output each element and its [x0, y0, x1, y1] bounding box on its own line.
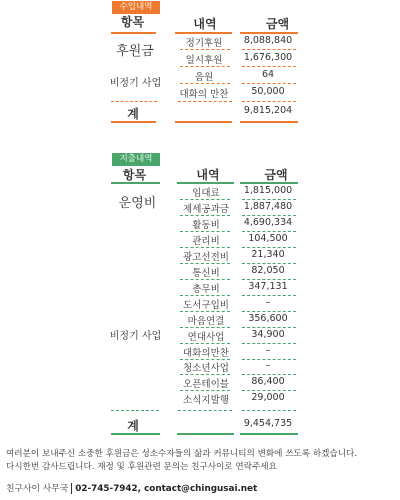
- expense-row-divider: [242, 374, 296, 375]
- income-detail-3: 대화의 만찬: [179, 89, 229, 100]
- expense-row-divider: [180, 359, 230, 360]
- income-detail-1: 일시후원: [185, 55, 223, 66]
- expense-subtotal-divider: [111, 410, 159, 411]
- expense-detail-13: 소식지발행: [183, 395, 229, 407]
- income-group-donation: 후원금: [116, 44, 154, 59]
- expense-detail-12: 오픈테이블: [183, 379, 229, 391]
- income-row-divider: [242, 83, 296, 84]
- income-group-irregular: 비정기 사업: [109, 78, 162, 89]
- expense-amount-4: 21,340: [251, 248, 285, 260]
- expense-row-divider: [180, 343, 230, 344]
- income-subtotal-divider: [111, 101, 157, 102]
- expense-header-item: 항목: [122, 168, 147, 182]
- expense-row-divider: [242, 231, 296, 232]
- expense-total-underline: [177, 433, 234, 435]
- expense-detail-8: 마음연결: [187, 315, 225, 327]
- income-row-divider: [242, 66, 296, 67]
- footer-contact: 02-745-7942, contact@chingusai.net: [75, 484, 258, 494]
- income-row-divider: [242, 49, 296, 50]
- income-section-tag: 수입내역: [112, 1, 160, 14]
- income-total-label: 계: [127, 107, 139, 121]
- expense-row-divider: [242, 263, 296, 264]
- expense-row-divider: [242, 390, 296, 391]
- expense-header-underline-amount: [240, 182, 298, 184]
- expense-row-divider: [242, 311, 296, 312]
- expense-row-divider: [180, 215, 230, 216]
- expense-row-divider: [180, 295, 230, 296]
- income-total-amount: 9,815,204: [243, 105, 293, 116]
- expense-total-amount: 9,454,735: [243, 418, 293, 429]
- expense-detail-9: 연대사업: [187, 331, 225, 343]
- expense-detail-1: 제세공과금: [183, 203, 229, 215]
- expense-row-divider: [180, 327, 230, 328]
- expense-group-operating: 운영비: [118, 196, 157, 211]
- expense-detail-0: 임대료: [192, 188, 220, 199]
- expense-row-divider: [180, 199, 230, 200]
- expense-row-divider: [242, 215, 296, 216]
- income-header-detail: 내역: [193, 17, 217, 31]
- expense-header-detail: 내역: [196, 168, 220, 182]
- expense-row-divider: [242, 279, 296, 280]
- expense-amount-2: 4,690,334: [243, 216, 293, 228]
- expense-detail-5: 통신비: [192, 267, 220, 279]
- expense-row-divider: [242, 343, 296, 344]
- income-total-underline: [240, 121, 298, 123]
- expense-detail-7: 도서구입비: [183, 299, 229, 311]
- expense-detail-2: 활동비: [192, 219, 220, 231]
- income-detail-2: 음원: [194, 72, 214, 83]
- income-subtotal-divider: [242, 101, 296, 102]
- expense-header-underline-item: [111, 182, 160, 184]
- expense-amount-5: 82,050: [251, 264, 285, 276]
- expense-header-underline-detail: [177, 182, 234, 184]
- income-detail-0: 정기후원: [185, 38, 223, 49]
- expense-total-label: 계: [127, 419, 139, 433]
- income-header-underline-amount: [240, 32, 298, 34]
- income-amount-2: 64: [261, 69, 275, 80]
- income-header-underline-item: [111, 32, 156, 34]
- expense-row-divider: [180, 247, 230, 248]
- income-amount-3: 50,000: [251, 86, 285, 97]
- footer-message-1: 여러분이 보내주신 소중한 후원금은 성소수자들의 삶과 커뮤니티의 변화에 쓰도록 하겠습니다.: [6, 449, 358, 459]
- income-total-underline: [175, 121, 232, 123]
- expense-row-divider: [242, 247, 296, 248]
- expense-row-divider: [242, 199, 296, 200]
- expense-detail-3: 관리비: [192, 235, 220, 247]
- expense-group-irregular: 비정기 사업: [109, 331, 162, 342]
- expense-amount-7: –: [265, 296, 271, 308]
- expense-detail-11: 청소년사업: [183, 363, 229, 375]
- expense-row-divider: [180, 231, 230, 232]
- footer-message-2: 다시한번 감사드립니다. 재정 및 후원관련 문의는 친구사이로 연락주세요: [6, 462, 277, 472]
- income-amount-1: 1,676,300: [243, 52, 293, 63]
- income-header-item: 항목: [120, 15, 145, 29]
- income-header-underline-detail: [175, 32, 232, 34]
- income-row-divider: [180, 49, 230, 50]
- expense-amount-1: 1,887,480: [243, 200, 293, 212]
- income-header-amount: 금액: [265, 17, 290, 31]
- income-total-underline: [111, 121, 156, 123]
- footer-org-name: 친구사이 사무국: [6, 484, 69, 494]
- expense-subtotal-divider: [242, 410, 296, 411]
- footer-contact-bar: [6, 481, 257, 494]
- expense-amount-12: 86,400: [251, 376, 285, 388]
- expense-amount-8: 356,600: [248, 312, 288, 324]
- footer-separator: [71, 483, 72, 494]
- expense-header-amount: 금액: [264, 168, 288, 182]
- expense-subtotal-divider: [178, 410, 232, 411]
- expense-row-divider: [242, 295, 296, 296]
- expense-amount-6: 347,131: [248, 280, 288, 292]
- expense-section-tag: 지출내역: [112, 153, 160, 166]
- expense-total-underline: [240, 433, 298, 435]
- income-amount-0: 8,088,840: [243, 35, 293, 46]
- expense-row-divider: [180, 374, 230, 375]
- expense-row-divider: [180, 279, 230, 280]
- expense-row-divider: [180, 311, 230, 312]
- expense-detail-6: 총무비: [192, 283, 220, 295]
- expense-amount-13: 29,000: [251, 392, 285, 404]
- expense-amount-3: 104,500: [248, 232, 288, 244]
- income-row-divider: [180, 66, 230, 67]
- expense-row-divider: [180, 263, 230, 264]
- expense-row-divider: [242, 359, 296, 360]
- income-row-divider: [180, 83, 230, 84]
- expense-detail-10: 대화의만찬: [183, 347, 229, 359]
- income-subtotal-divider: [178, 101, 232, 102]
- expense-row-divider: [242, 327, 296, 328]
- expense-amount-10: –: [265, 344, 271, 356]
- expense-row-divider: [180, 390, 230, 391]
- expense-total-underline: [111, 433, 160, 435]
- expense-amount-0: 1,815,000: [243, 185, 293, 196]
- expense-detail-4: 광고선전비: [183, 251, 229, 263]
- expense-amount-9: 34,900: [251, 328, 285, 340]
- expense-amount-11: –: [265, 360, 271, 372]
